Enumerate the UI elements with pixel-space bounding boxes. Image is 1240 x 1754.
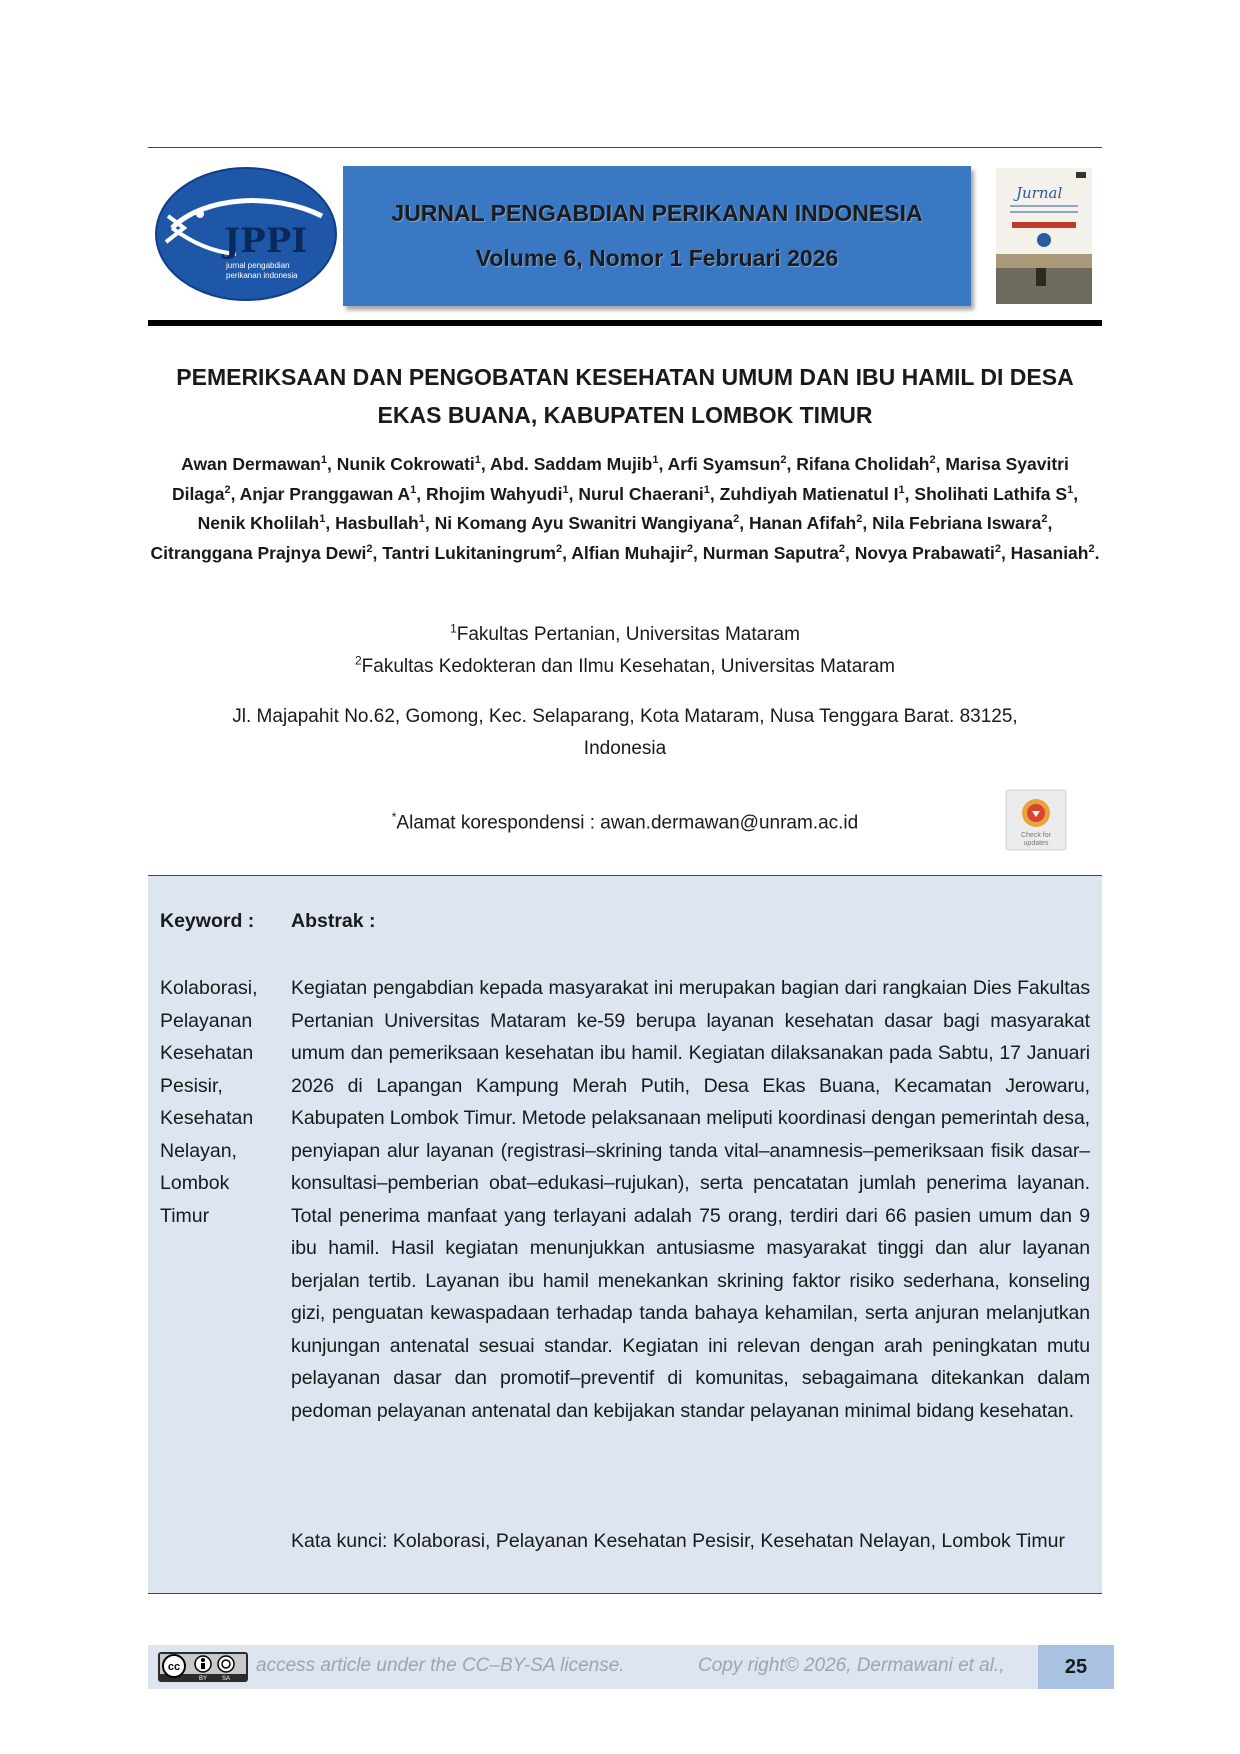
author-name: Citranggana Prajnya Dewi (150, 542, 367, 563)
author-name: Hasaniah (1010, 542, 1089, 563)
journal-volume: Volume 6, Nomor 1 Februari 2026 (475, 245, 839, 271)
author-affiliation-mark: 1 (418, 513, 425, 526)
author-affiliation-mark: 2 (929, 454, 936, 467)
author-name: Sholihati Lathifa S (914, 483, 1068, 504)
author-name: Alfian Muhajir (571, 542, 687, 563)
author-affiliation-mark: 1 (652, 454, 659, 467)
svg-text:perikanan indonesia: perikanan indonesia (226, 271, 298, 280)
svg-text:jurnal pengabdian: jurnal pengabdian (226, 261, 290, 270)
keyword-item: Kolaborasi, (160, 977, 258, 999)
author-name: Nurul Chaerani (578, 483, 704, 504)
article-title (150, 358, 1100, 434)
author-affiliation-mark: 1 (410, 483, 417, 496)
author-name: Ni Komang Ayu Swanitri Wangiyana (434, 513, 734, 533)
header-bottom-rule (148, 320, 1102, 326)
author-name: Anjar Pranggawan A (239, 483, 411, 504)
author-affiliation-mark: 2 (838, 542, 846, 555)
copyright-text: Copy right© 2026, Dermawani et al., (698, 1655, 1005, 1676)
author-name: Rifana Cholidah (796, 454, 930, 474)
author-affiliation-mark: 1 (1067, 483, 1074, 496)
keyword-item: Nelayan, (160, 1139, 237, 1162)
abstract-heading: Abstrak : (291, 910, 376, 932)
author-name: Hasbullah (335, 513, 419, 533)
author-affiliation-mark: 2 (555, 542, 563, 555)
keyword-item: Timur (160, 1204, 210, 1227)
author-name: Awan Dermawan (181, 454, 321, 474)
author-name: Nurman Saputra (702, 542, 839, 563)
title-line-1: PEMERIKSAAN DAN PENGOBATAN KESEHATAN UMUM DAN IBU HAMIL DI DESA (176, 364, 1074, 390)
author-name: Novya Prabawati (854, 542, 995, 563)
header-top-rule (148, 147, 1102, 148)
svg-text:SA: SA (221, 1676, 231, 1682)
keyword-item: Pesisir, (160, 1074, 223, 1097)
license-text: access article under the CC–BY-SA license. (256, 1655, 625, 1676)
author-affiliation-mark: 2 (686, 542, 694, 555)
page-number: 25 (1038, 1645, 1114, 1689)
author-affiliation-mark: 2 (994, 542, 1001, 555)
author-affiliation-mark: 1 (703, 483, 710, 496)
author-affiliation-mark: 2 (1041, 513, 1048, 526)
author-affiliation-mark: 2 (1088, 542, 1095, 555)
author-affiliation-mark: 2 (733, 513, 740, 526)
author-affiliation-mark: 1 (562, 483, 569, 496)
author-name: Hanan Afifah (748, 513, 857, 533)
journal-cover-thumbnail (996, 168, 1092, 304)
journal-banner (343, 166, 971, 306)
correspondence: *Alamat korespondensi : awan.dermawan@unram.ac.id (391, 810, 859, 834)
svg-text:JPPI: JPPI (224, 221, 308, 261)
affiliation-2: $^2$Fakultas Kedokteran dan Ilmu Kesehatan, Universitas Mataram (354, 653, 895, 677)
keyword-item: Pelayanan (160, 1009, 253, 1032)
author-name: Tantri Lukitaningrum (382, 542, 556, 563)
affiliation-1: $^1$Fakultas Pertanian, Universitas Mataram (450, 621, 800, 645)
svg-text:BY: BY (198, 1676, 208, 1682)
address-line-2: Indonesia (583, 738, 667, 759)
author-name: Arfi Syamsun (667, 454, 781, 474)
address-line-1: Jl. Majapahit No.62, Gomong, Kec. Selaparang, Kota Mataram, Nusa Tenggara Barat. 83125, (232, 706, 1018, 727)
svg-text:Jurnal: Jurnal (1016, 184, 1063, 202)
keyword-list (160, 972, 280, 1232)
title-line-2: EKAS BUANA, KABUPATEN LOMBOK TIMUR (377, 402, 873, 428)
author-affiliation-mark: 1 (319, 513, 326, 526)
journal-title: JURNAL PENGABDIAN PERIKANAN INDONESIA (391, 200, 923, 226)
abstract-bottom-rule (148, 1593, 1102, 1594)
author-affiliation-mark: 1 (474, 454, 481, 467)
svg-text:cc: cc (167, 1661, 181, 1673)
author-name: Nenik Kholilah (197, 513, 320, 533)
author-list: Awan Dermawan$^1$, Nunik Cokrowati$^1$, Abd. Saddam Mujib$^1$, Arfi Syamsun$^2$, Rifana Cholidah$^2$, Marisa Syavitri Dilaga$^2$, Anjar Pranggawan $A^1$, Rhojim Wahyudi$^1$, Nurul Chaerani$^1$, Zuhdiyah Matienatul $I^1$, Sholihati Lathifa $S^1$, Nenik Kholilah$^1$, Hasbullah$^1$, Ni Komang Ayu Swanitri Wangiyana$^2$, Hanan Afifah$^2$, Nila Febriana Iswara$^2$, Citranggana Prajnya Dewi$^2$, Tantri Lukitaningrum$^2$, Alfian Muhajir$^2$, Nurman Saputra$^2$, Novya Prabawati$^2$, Hasaniah$^2$. (150, 454, 1100, 563)
keyword-heading: Keyword : (160, 910, 255, 932)
journal-logo (154, 166, 338, 302)
author-name: Abd. Saddam Mujib (490, 454, 653, 474)
author-affiliation-mark: 2 (224, 483, 231, 496)
svg-text:Check for: Check for (1021, 832, 1051, 839)
author-name: Marisa Syavitri Dilaga (171, 454, 1069, 504)
author-affiliation-mark: 2 (366, 542, 373, 555)
cc-by-sa-license-icon[interactable] (158, 1652, 248, 1682)
author-name: Rhojim Wahyudi (426, 483, 563, 504)
author-name: Nila Febriana Iswara (872, 513, 1042, 533)
check-for-updates-badge[interactable] (1005, 789, 1067, 851)
keyword-item: Kesehatan (160, 1107, 254, 1129)
author-name: Zuhdiyah Matienatul I (719, 483, 899, 504)
keyword-item: Kesehatan (160, 1042, 254, 1064)
author-affiliation-mark: 2 (856, 513, 863, 526)
svg-text:updates: updates (1023, 840, 1049, 847)
author-affiliation-mark: 1 (320, 454, 327, 467)
kata-kunci: Kata kunci: Kolaborasi, Pelayanan Kesehatan Pesisir, Kesehatan Nelayan, Lombok Timur (291, 1530, 1065, 1552)
abstract-text: Kegiatan pengabdian kepada masyarakat ini merupakan bagian dari rangkaian Dies Fakultas Pertanian Universitas Mataram ke-59 berupa layanan kesehatan dasar bagi masyarakat umum dan pemeriksaan kesehatan ibu hamil. Kegiatan dilaksanakan pada Sabtu, 17 Januari 2026 di Lapangan Kampung Merah Putih, Desa Ekas Buana, Kecamatan Jerowaru, Kabupaten Lombok Timur. Metode pelaksanaan meliputi koordinasi dengan pemerintah desa, penyiapan alur layanan (registrasi–skrining tanda vital–anamnesis–pemeriksaan fisik dasar–konsultasi–pemberian obat–edukasi–rujukan), serta pencatatan jumlah penerima layanan. Total penerima manfaat yang terlayani adalah 75 orang, terdiri dari 66 pasien umum dan 9 ibu hamil. Hasil kegiatan menunjukkan antusiasme masyarakat tinggi dan alur layanan berjalan tertib. Layanan ibu hamil menekankan skrining faktor risiko sederhana, konseling gizi, penguatan kewaspadaan terhadap tanda bahaya kehamilan, serta anjuran melanjutkan kunjungan antenatal sesuai standar. Kegiatan ini relevan dengan arah peningkatan mutu pelayanan dasar dan promotif–preventif di komunitas, sebagaimana ditekankan dalam pedoman pelayanan antenatal dan kebijakan standar pelayanan minimal bidang kesehatan. (291, 977, 1091, 1422)
author-affiliation-mark: 2 (780, 454, 787, 467)
author-name: Nunik Cokrowati (336, 454, 475, 474)
author-affiliation-mark: 1 (898, 483, 905, 496)
keyword-item: Lombok (160, 1172, 230, 1194)
